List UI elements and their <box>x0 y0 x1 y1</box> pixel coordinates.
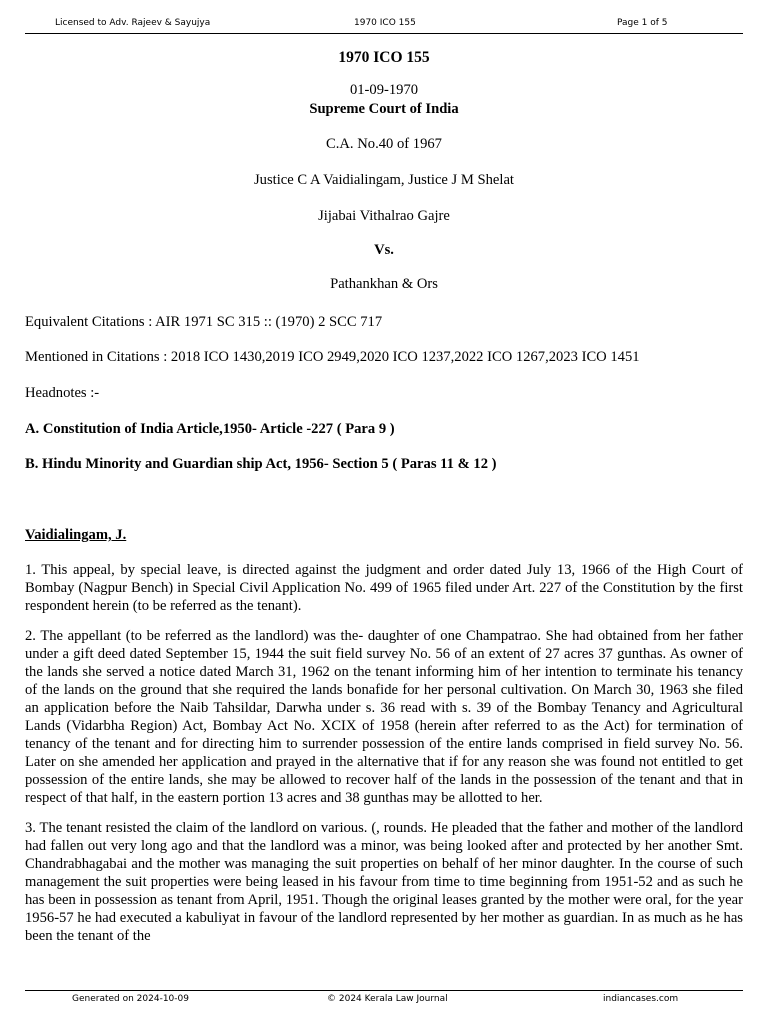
judgment-date: 01-09-1970 <box>349 82 419 98</box>
paragraph-2: 2. The appellant (to be referred as the landlord) was the- daughter of one Champatrao. She had obtained from her father under a gift deed dated September 15, 1944 the suit field survey No. 56 of an extent of 27 acres 37 gunthas. As owner of the lands she served a notice dated March 31, 1962 on the tenant informing him of her intention to terminate his tenancy of the lands on the ground that she required the lands bonafide for her personal cultivation. On March 30, 1963 she filed an application before the Naib Tahsildar, Darwha under s. 36 read with s. 39 of the Bombay Tenancy and Agricultural Lands (Vidarbha Region) Act, Bombay Act No. XCIX of 1958 (herein after referred to as the Act) for termination of tenancy of the tenant and for directing him to surrender possession of the entire lands comprised in field survey No. 56. Later on she amended her application and prayed in the alternative that if for any reason she was found not entitled to get possession of the entire lands, she may be allowed to recover half of the lands in the possession of the tenant and that in respect of that half, in the eastern portion 13 acres and 38 gunthas may be allotted to her. <box>25 628 743 806</box>
respondent-name: Pathankhan & Ors <box>330 276 438 292</box>
judge-author: Vaidialingam, J. <box>25 527 127 543</box>
headnote-a: A. Constitution of India Article,1950- Article -227 ( Para 9 ) <box>25 421 395 437</box>
equivalent-citations: Equivalent Citations : AIR 1971 SC 315 :: (1970) 2 SCC 717 <box>25 314 383 330</box>
court-name: Supreme Court of India <box>309 101 459 117</box>
page-header <box>0 0 768 34</box>
license-text: Licensed to Adv. Rajeev & Sayujya <box>55 18 211 28</box>
judges: Justice C A Vaidialingam, Justice J M Shelat <box>254 172 514 188</box>
paragraph-1: 1. This appeal, by special leave, is directed against the judgment and order dated July 13, 1966 of the High Court of Bombay (Nagpur Bench) in Special Civil Application No. 499 of 1965 filed under Art. 227 of the Constitution by the first respondent herein (to be referred as the tenant). <box>25 562 743 614</box>
headnote-b: B. Hindu Minority and Guardian ship Act, 1956- Section 5 ( Paras 11 & 12 ) <box>25 456 497 472</box>
header-rule <box>25 33 743 34</box>
generated-date: Generated on 2024-10-09 <box>72 994 189 1004</box>
copyright: © 2024 Kerala Law Journal <box>327 994 448 1004</box>
case-number: C.A. No.40 of 1967 <box>326 136 442 152</box>
case-citation: 1970 ICO 155 <box>338 49 430 66</box>
header-citation: 1970 ICO 155 <box>354 18 416 28</box>
headnotes-label: Headnotes :- <box>25 385 100 401</box>
paragraph-3: 3. The tenant resisted the claim of the landlord on various. (, rounds. He pleaded that the father and mother of the landlord had fallen out very long ago and that the landlord was a minor, was being looked after and protected by her another Smt. Chandrabhagabai and the mother was managing the suit properties on behalf of her minor daughter. In the course of such management the suit properties were being leased in his favour from time to time beginning from 1951-52 and as such he has been in possession as tenant from April, 1951. Though the original leases granted by the mother were oral, for the year 1956-57 he had executed a kabuliyat in favour of the landlord represented by her mother as guardian. In as much as he has been the tenant of the <box>25 820 743 944</box>
appellant-name: Jijabai Vithalrao Gajre <box>318 208 450 224</box>
document-body <box>25 40 743 945</box>
mentioned-in-citations: Mentioned in Citations : 2018 ICO 1430,2019 ICO 2949,2020 ICO 1237,2022 ICO 1267,2023 ICO 1451 <box>25 349 640 365</box>
site-name: indiancases.com <box>603 994 679 1004</box>
versus-label: Vs. <box>374 242 394 258</box>
page-number: Page 1 of 5 <box>617 18 668 28</box>
page-footer <box>0 990 768 1024</box>
